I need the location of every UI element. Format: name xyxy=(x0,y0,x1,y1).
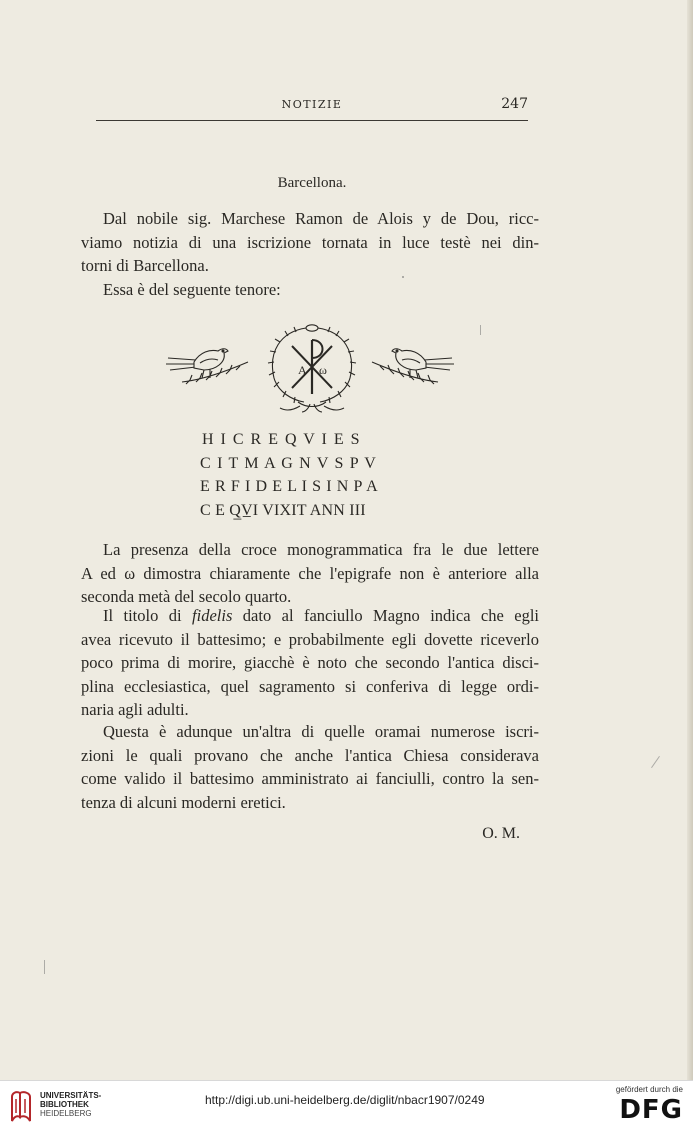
inscription xyxy=(200,428,425,522)
section-title: Barcellona. xyxy=(277,175,347,191)
paragraph-3 xyxy=(81,538,539,609)
text-line: Questa è adunque un'altra di quelle oramai numerose iscri- xyxy=(103,722,539,741)
chi-rho-wreath-icon xyxy=(268,325,356,412)
library-line: HEIDELBERG xyxy=(40,1109,92,1118)
text-line: viamo notizia di una iscrizione tornata in luce testè nei din- xyxy=(81,232,539,252)
library-name xyxy=(40,1091,101,1118)
funding-note: gefördert durch die xyxy=(615,1085,683,1094)
library-line: BIBLIOTHEK xyxy=(40,1100,89,1109)
dfg-logo[interactable]: DFG xyxy=(619,1095,683,1125)
paragraph-4 xyxy=(81,604,539,722)
text-line: torni di Barcellona. xyxy=(81,256,209,275)
running-title: NOTIZIE xyxy=(281,98,343,111)
inscription-line: E R F I D E L I S I N P A xyxy=(200,478,379,495)
running-head xyxy=(96,96,528,122)
scan-speck xyxy=(402,276,404,278)
dove-right-icon xyxy=(372,349,454,384)
inscription-line: C E Q̲V̲I VIXIT ANN III xyxy=(200,501,366,519)
text-fragment: dato al fanciullo Magno indica che egli xyxy=(232,606,539,625)
library-logo-icon xyxy=(8,1087,34,1125)
chi-rho-emblem xyxy=(160,322,460,414)
dove-left-icon xyxy=(166,349,248,384)
text-fragment: Il titolo di xyxy=(103,606,193,625)
page-number: 247 xyxy=(501,96,528,112)
text-line: avea ricevuto il battesimo; e probabilmente egli dovette riceverlo xyxy=(81,629,539,649)
text-line: tenza di alcuni moderni eretici. xyxy=(81,792,286,812)
author-signature: O. M. xyxy=(482,825,520,842)
text-line: Essa è del seguente tenore: xyxy=(103,280,281,299)
page-edge-shadow xyxy=(687,0,693,1080)
footer-bar xyxy=(0,1080,693,1131)
text-line: La presenza della croce monogrammatica fra le due lettere xyxy=(103,540,539,559)
paragraph-5 xyxy=(81,720,539,814)
text-line: come valido il battesimo amministrato ai fanciulli, contro la sen- xyxy=(81,769,539,788)
omega-letter: ω xyxy=(319,363,327,377)
scan-speck xyxy=(44,960,45,974)
text-line: Dal nobile sig. Marchese Ramon de Alois y de Dou, ricc- xyxy=(103,209,539,228)
text-line xyxy=(81,604,539,628)
header-rule xyxy=(96,120,528,121)
paragraph-2 xyxy=(81,278,539,302)
alpha-letter: A xyxy=(298,363,307,377)
inscription-line: H I C R E Q V I E S xyxy=(202,431,362,448)
text-line: poco prima di morire, giacchè è noto che secondo l'antica disci- xyxy=(81,653,539,672)
text-line: plina ecclesiastica, quel sagramento si conferiva di legge ordi- xyxy=(81,676,539,696)
library-line: UNIVERSITÄTS- xyxy=(40,1091,102,1100)
paragraph-1 xyxy=(81,207,539,278)
italic-word: fidelis xyxy=(192,606,233,625)
text-line: zioni le quali provano che anche l'antica Chiesa considerava xyxy=(81,745,539,765)
text-line: seconda metà del secolo quarto. xyxy=(81,587,292,606)
scan-speck xyxy=(480,325,481,335)
inscription-line: C I T M A G N V S P V xyxy=(200,454,377,472)
text-line: A ed ω dimostra chiaramente che l'epigrafe non è anteriore alla xyxy=(81,563,539,583)
permalink-url[interactable]: http://digi.ub.uni-heidelberg.de/diglit/nbacr1907/0249 xyxy=(205,1093,485,1107)
scan-speck xyxy=(651,756,660,768)
text-line: naria agli adulti. xyxy=(81,700,189,719)
